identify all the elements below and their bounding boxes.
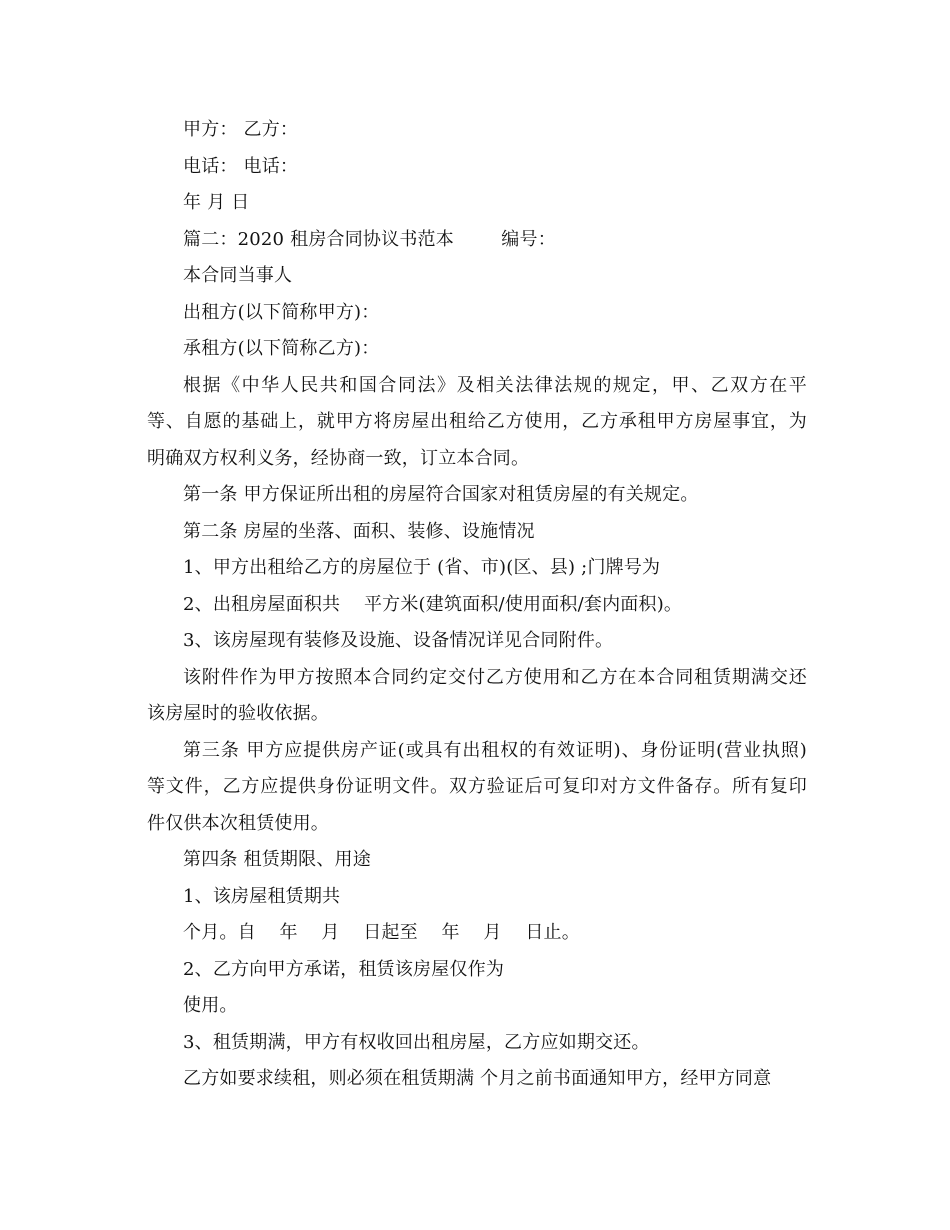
parties-intro: 本合同当事人	[183, 265, 293, 286]
term-dates-line: 个月。自 年 月 日起至 年 月 日止。	[183, 922, 580, 943]
paragraph-line: 等、自愿的基础上，就甲方将房屋出租给乙方使用，乙方承租甲方房屋事宜，为	[147, 411, 807, 432]
document-body	[147, 112, 807, 1098]
lessor-line: 出租方(以下简称甲方)：	[183, 301, 380, 323]
paragraph-line: 明确双方权利义务，经协商一致，订立本合同。	[147, 447, 530, 469]
phone-line: 电话： 电话：	[183, 155, 299, 177]
clause-line: 3、租赁期满，甲方有权收回出租房屋，乙方应如期交还。	[183, 1031, 650, 1053]
clause-line: 使用。	[183, 995, 238, 1016]
paragraph-line: 件仅供本次租赁使用。	[147, 812, 329, 834]
paragraph-line: 乙方如要求续租，则必须在租赁期满 个月之前书面通知甲方，经甲方同意	[183, 1068, 772, 1089]
paragraph-line: 该房屋时的验收依据。	[147, 703, 329, 724]
paragraph-line: 根据《中华人民共和国合同法》及相关法律法规的规定，甲、乙双方在平	[183, 374, 807, 396]
lessee-line: 承租方(以下简称乙方)：	[183, 338, 380, 359]
clause-line: 3、该房屋现有装修及设施、设备情况详见合同附件。	[183, 630, 614, 651]
date-line: 年 月 日	[183, 192, 250, 213]
article-two-heading: 第二条 房屋的坐落、面积、装修、设施情况	[183, 520, 535, 542]
paragraph-line: 该附件作为甲方按照本合同约定交付乙方使用和乙方在本合同租赁期满交还	[183, 666, 807, 688]
paragraph-line: 等文件，乙方应提供身份证明文件。双方验证后可复印对方文件备存。所有复印	[147, 776, 807, 797]
article-one: 第一条 甲方保证所出租的房屋符合国家对租赁房屋的有关规定。	[183, 484, 699, 505]
clause-line: 1、甲方出租给乙方的房屋位于 (省、市)(区、县) ;门牌号为	[183, 557, 661, 578]
party-signature-line: 甲方： 乙方：	[183, 119, 299, 140]
clause-line: 2、出租房屋面积共 平方米(建筑面积/使用面积/套内面积)。	[183, 593, 683, 615]
clause-line: 2、乙方向甲方承诺，租赁该房屋仅作为	[183, 958, 505, 980]
article-three-line: 第三条 甲方应提供房产证(或具有出租权的有效证明)、身份证明(营业执照)	[183, 739, 807, 761]
clause-line: 1、该房屋租赁期共	[183, 885, 341, 907]
section-heading: 篇二：2020 租房合同协议书范本 编号：	[183, 228, 556, 250]
article-four-heading: 第四条 租赁期限、用途	[183, 849, 371, 870]
